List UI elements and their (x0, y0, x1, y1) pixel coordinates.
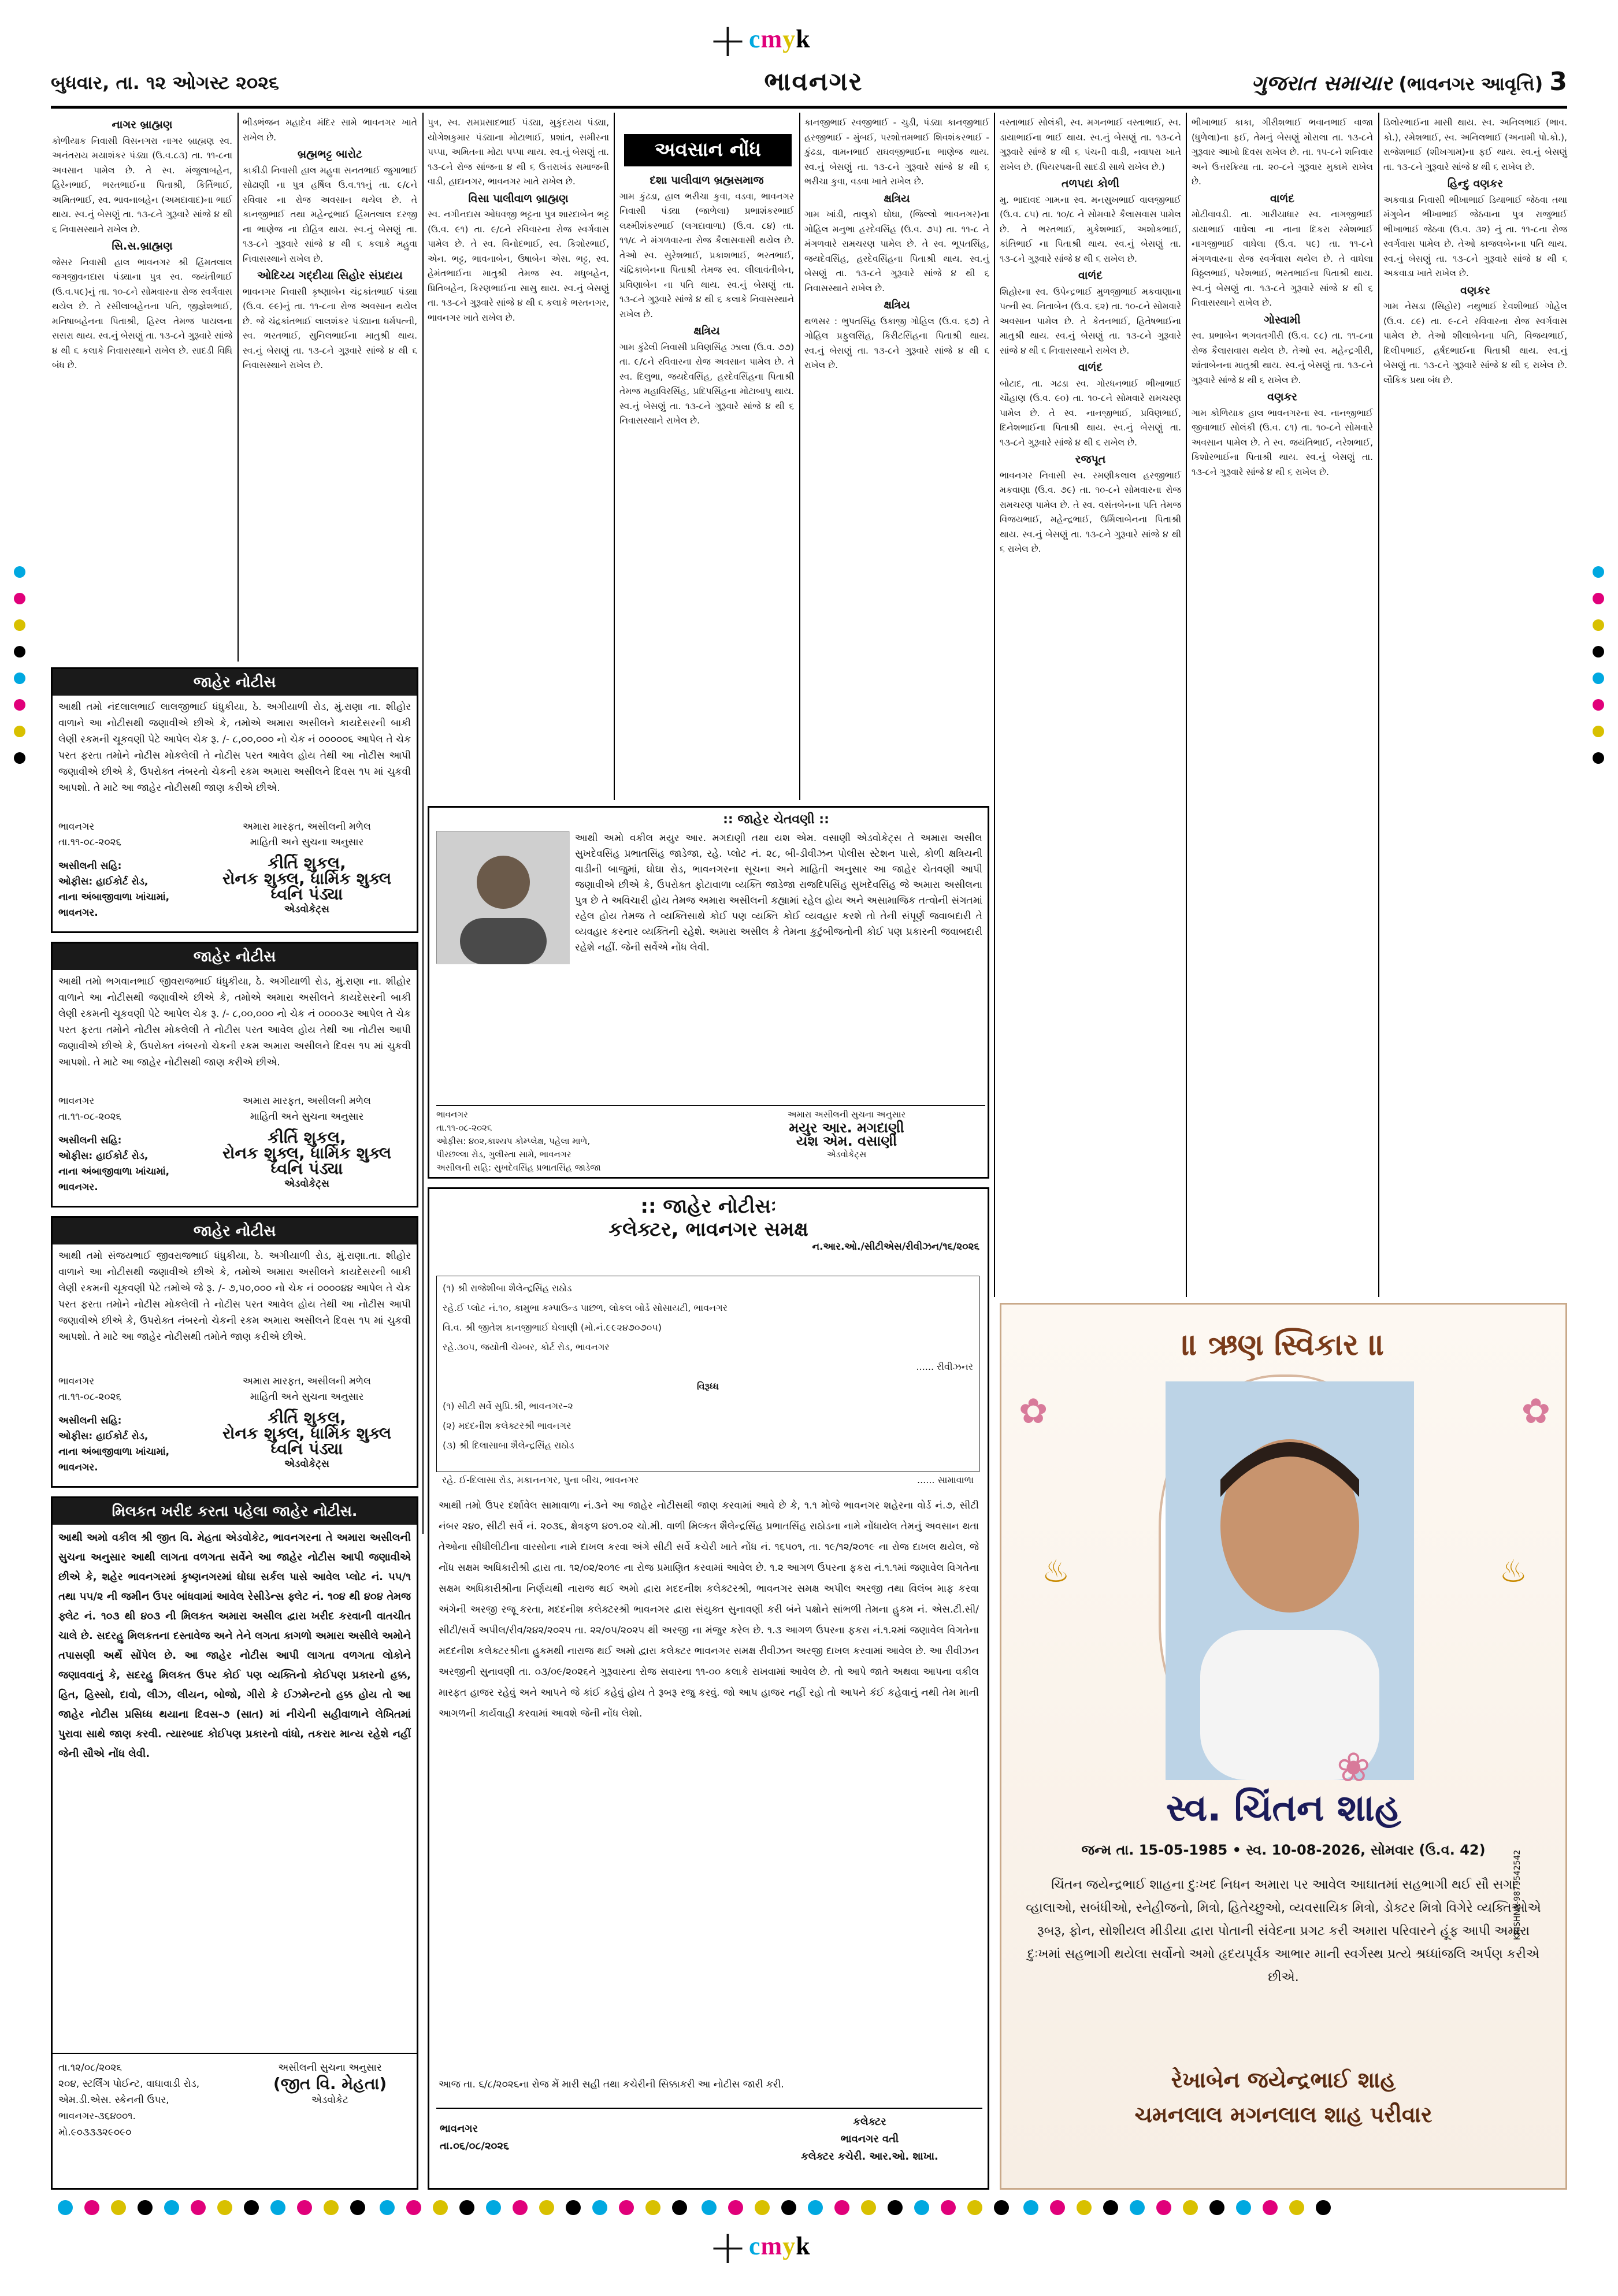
notice-date: તા.૧૧-૦૮-૨૦૨૬ (58, 1111, 122, 1123)
obituary-column-4 (619, 171, 794, 797)
obituary-heading: રજપૂત (1075, 453, 1106, 466)
advocate-name: રોનક શુક્લ, ધાર્મિક શુક્લ (222, 869, 392, 888)
notice-body: આથી તમો ભગવાનભાઈ જીવરાજભાઈ ધંધુકીયા, ઠે. અગીયાળી રોડ, મું.રાણા ના. શીહોર વાળાને આ નોટીસથી જણાવીએ છીએ કે, તમોએ અમારા અસીલને કાયદેસરની બાકી લેણી રકમની ચૂકવણી પેટે આપેલ ચેક રૂ. /- ૮,૦૦,૦૦૦ નો ચેક નં ૦૦૦૦૩ર આપેલ તે ચેક પરત ફરતા તમોને નોટીસ મોકલેલી તે નોટીસ પરત આવેલ હોય તેથી આ નોટીસ આપી જણાવીએ છીએ કે, ઉપરોક્ત નંબરનો ચેકની રકમ અમારા અસીલને દિવસ ૧૫ માં ચુકવી આપશો. તે માટે આ જાહેર નોટીસથી જાણ કરીએ છીએ. (58, 976, 411, 1068)
obituary-text: થળસર : ભુપતસિંહ ઉકાજી ગોહિલ (ઉ.વ. ૬૭) તે ગોહિલ પ્રફુલસિંહ, કિરીટસિંહના પિતાશ્રી થાય. સ્વ.નું બેસણું તા. ૧૩-૮ને ગુરૂવારે સાંજે ૪ થી ૬ રાખેલ છે. (804, 315, 989, 370)
obituary-text: ભીડભંજન મહાદેવ મંદિર સામે ભાવનગર ખાતે રાખેલ છે. (243, 117, 417, 143)
obituary-text: કોળીયાક નિવાસી વિસનગરા નાગર બ્રાહ્મણ સ્વ. અનંતરાય મયાશંકર પંડ્યા (ઉ.વ.૮૩) તા. ૧૧-૮ના અવસાન પામેલ છે. તે સ્વ. મંજુલાબહેન, હિરેનભાઈ, ભરતભાઈના પિતાશ્રી, કિર્તિભાઈ, અમિતભાઈ, સ્વ. ભાવનાબહેન (અમદાવાદ)ના ભાઈ થાય. સ્વ.નું બેસણું તા. ૧૩-૮ને ગુરૂવારે સાંજે ૪ થી ૬ નિવાસસ્થાને રાખેલ છે. (52, 135, 232, 235)
notice-date: તા.૧૧-૦૮-૨૦૨૬ (58, 1391, 122, 1403)
notice-date: તા.૦૬/૦૮/૨૦૨૬ (440, 2140, 510, 2152)
advocate-title: એડવોકેટ્સ (826, 1149, 867, 1160)
header-date: બુધવાર, તા. ૧૨ ઓગસ્ટ ૨૦૨૬ (51, 72, 279, 94)
registration-cross-top: + (708, 13, 748, 67)
obituary-text: સ્વ. નગીનદાસ ઓધવજી ભટ્ટના પુત્ર શારદાબેન ભટ્ટ (ઉ.વ. ૯૧) તા. ૯/૮ને રવિવારના રોજ સ્વર્ગવાસ પામેલ છે. તે સ્વ. વિનોદભાઈ, સ્વ. કિશોરભાઈ, એન. ભટ્ટ, ભાવનાબેન, ઉષાબેન એસ. ભટ્ટ, સ્વ. હેમંતભાઈના માતુશ્રી તેમજ સ્વ. મધુબહેન, પ્રિતિબહેન, કિરણભાઈના સાસુ થાય. સ્વ.નું બેસણું તા. ૧૩-૮ને ગુરૂવારે સાંજે ૪ થી ૬ કલાકે ભરતનગર, ભાવનગર ખાતે રાખેલ છે. (428, 209, 609, 323)
advocate-name: (જીત વિ. મેહતા) (273, 2074, 387, 2093)
obituary-column-3 (428, 116, 609, 797)
acknowledgement-title: ॥ ઋણ સ્વિકાર ॥ (1182, 1328, 1385, 1362)
notice-date: તા.૧૧-૦૮-૨૦૨૬ (436, 1123, 492, 1133)
obituary-heading: નાગર બ્રાહ્મણ (112, 118, 173, 131)
color-bar-bottom (58, 2200, 1560, 2220)
notice-subtitle: કલેક્ટર, ભાવનગર સમક્ષ (608, 1218, 808, 1241)
office-address: ભાવનગર. (58, 907, 98, 919)
public-notice-1 (51, 667, 418, 933)
notice-date: તા.૧૨/૦૮/૨૦૨૬ (58, 2062, 122, 2074)
advocate-title: એડવોકેટ્સ (284, 904, 329, 915)
obituary-column-7 (1192, 116, 1373, 1294)
office-address: ઓફીસ: ૪૦૨,કાશ્યપ કોમ્પ્લેક્ષ, પહેલા માળે, (436, 1136, 591, 1146)
obituary-column-1 (52, 116, 232, 664)
notice-footer (53, 1370, 417, 1491)
public-notice-3 (51, 1216, 418, 1488)
authority-title: કલેક્ટર (853, 2116, 886, 2128)
advocate-name: કીર્તિ શુકલ, (268, 1128, 346, 1147)
office-address: ઓફીસ: હાઈકોર્ટ રોડ, (58, 876, 149, 887)
column-rule (1378, 113, 1379, 1297)
header-masthead (1149, 67, 1567, 104)
obituary-heading: ક્ષત્રિય (884, 299, 910, 311)
advocate-title: એડવોકેટ્સ (284, 1458, 329, 1470)
obituary-heading: ક્ષત્રિય (884, 192, 910, 205)
obituary-column-2 (243, 116, 417, 664)
condolence-acknowledgement (1000, 1303, 1567, 2190)
obituary-text: ભીખાભાઈ કાકા, ગીરીશભાઈ ભવાનભાઈ વાજા (ધુળેલા)ના ફઈ, તેમનું બેસણું મોરાલા તા. ૧૩-૮ને ગુરૂવાર આખો દિવસ રાખેલ છે. તા. ૧૫-૮ને શનિવાર અને ઉત્તરક્રિયા તા. ૨૦-૮ને ગુરૂવાર મુકામે રાખેલ છે. (1192, 117, 1373, 187)
cmyk-mark-top: cmyk (749, 25, 811, 53)
notice-title: મિલકત ખરીદ કરતા પહેલા જાહેર નોટીસ. (53, 1498, 417, 1525)
advocate-name: યશ એમ. વસાણી (796, 1133, 897, 1149)
obituary-text: ગામ કોળિયાક હાલ ભાવનગરના સ્વ. નાનજીભાઈ જીવાભાઈ સોલંકી (ઉ.વ. ૮૧) તા. ૧૦-૮ને સોમવારે અવસાન પામેલ છે. તે સ્વ. જયંતિભાઈ, નરેશભાઈ, કિશોરભાઈના પિતાશ્રી થાય. સ્વ.નું બેસણું તા. ૧૩-૮ને ગુરૂવારે સાંજે ૪ થી ૬ રાખેલ છે. (1192, 407, 1373, 477)
obituary-text: શિહોરના સ્વ. ઉપેન્દ્રભાઈ મુળજીભાઈ મકવાણાના પત્ની સ્વ. નિતાબેન (ઉ.વ. ૬૨) તા. ૧૦-૮ને સોમવારે અવસાન પામેલ છે. તે કેતનભાઈ, હિતેષભાઈના માતુશ્રી થાય. સ્વ.નું બેસણું તા. ૧૩-૮ને ગુરૂવારે સાંજે ૪ થી ૬ નિવાસસ્થાને રાખેલ છે. (1000, 286, 1181, 356)
column-rule (1186, 113, 1187, 1297)
obituary-text: ડિલોરભાઈના માસી થાય. સ્વ. અનિલભાઈ (ભાવ. કો.), રમેશભાઈ, સ્વ. અનિલભાઈ (અનામી પો.કો.), રાજેશભાઈ (શીખગામ)ના ફઈ થાય. સ્વ.નું બેસણું તા. ૧૩-૮ને ગુરૂવારે સાંજે ૪ થી ૬ રાખેલ છે. (1383, 117, 1567, 172)
notice-instruction: માહિતી અને સુચના અનુસાર (250, 1391, 364, 1403)
public-notice-2 (51, 942, 418, 1208)
client-signature-label: અસીલની સહિ: (58, 1135, 122, 1146)
advocate-name: મયુર આર. મગદાણી (789, 1120, 904, 1136)
obituary-heading: સિ.સ.બ્રાહ્મણ (112, 240, 173, 252)
authority-office: કલેક્ટર કચેરી. આર.ઓ. શાખા. (801, 2150, 938, 2163)
obituary-text: બોટાદ, તા. ગઢડા સ્વ. ગોરધનભાઈ ભીખાભાઈ ચૌહાણ (ઉ.વ. ૯૦) તા. ૧૦-૮ને સોમવારે રામચરણ પામેલ છે. તે સ્વ. નાનજીભાઈ, પ્રવિણભાઈ, દિનેશભાઈના પિતાશ્રી થાય. સ્વ.નું બેસણું તા. ૧૩-૮ને ગુરૂવારે સાંજે ૪ થી ૬ રાખેલ છે. (1000, 378, 1181, 448)
notice-body: આથી અમો વકીલ શ્રી જીત વિ. મેહતા એડવોકેટ, ભાવનગરના તે અમારા અસીલની સુચના અનુસાર આથી લાગતા વળગતા સર્વેને આ જાહેર નોટીસ આપી જણાવીએ છીએ કે, શહેર ભાવનગરમાં કૃષ્ણનગરમાં ઘોઘા સર્કલ પાસે આવેલ પ્લોટ નં. ૫૫/૧ તથા ૫૫/૨ ની જમીન ઉપર બાંધવામાં આવેલ રેસીડેન્સ ફ્લેટ નં. ૧૦૪ થી ૪૦૪ તેમજ ફ્લેટ નં. ૧૦૩ થી ૪૦૩ ની મિલકત અમારા અસીલ દ્વારા ખરીદ કરવાની વાતચીત ચાલે છે. સદરહુ મિલકતના દસ્તાવેજ અને તેને લગતા કાગળો અમારા અસીલે અમોને તપાસણી અર્થે સોંપેલ છે. આ જાહેર નોટીસ આપી લાગતા વળગતા લોકોને જણાવવાનું કે, સદરહુ મિલકત ઉપર કોઈ પણ વ્યક્તિનો કોઈપણ પ્રકારનો હક્ક, હિત, હિસ્સો, દાવો, લીઝ, લીયન, બોજો, ગીરો કે ઈઝમેન્ટનો હક્ક હોય તો આ જાહેર નોટીસ પ્રસિધ્ધ થયાના દિવસ-૭ (સાત) માં નીચેની સહીવાળાને લેખિતમાં પુરાવા સાથે જાણ કરવી. ત્યારબાદ કોઈપણ પ્રકારનો વાંધો, તકરાર માન્ય રહેશે નહીં જેની સૌએ નોંધ લેવી. (58, 1532, 411, 1760)
obituary-heading: હિન્દુ વણકર (1447, 177, 1504, 190)
obituary-text: ગામ ખાંડી, તાલુકો ઘોઘા, (જિલ્લો ભાવનગર)ના ગોહિલ મનુભા હરદેવસિંહ (ઉ.વ. ૭૫) તા. ૧૧-૮ ને મંગળવારે રામચરણ પામેલ છે. તે સ્વ. ભૂપતસિંહ, જયદેવસિંહ, હરદેવસિંહના પિતાશ્રી થાય. સ્વ.નું બેસણું તા. ૧૩-૮ને ગુરૂવારે સાંજે ૪ થી ૬ નિવાસસ્થાને રાખેલ છે. (804, 209, 989, 293)
notice-place: ભાવનગર (58, 821, 95, 833)
advocate-name: કીર્તિ શુકલ, (268, 1408, 346, 1427)
avasan-nondh-title: અવસાન નોંધ (624, 134, 792, 166)
notice-footer (53, 1090, 417, 1210)
obituary-text: વસ્તાભાઈ સોલંકી, સ્વ. મગનભાઈ વસ્તાભાઈ, સ્વ. ડાયાભાઈના ભાઈ થાય. સ્વ.નું બેસણું તા. ૧૩-૮ને ગુરૂવારે સાંજે ૪ થી ૬ પંચની વાડી, નવાપરા ખાતે રાખેલ છે. (પિયરપક્ષની સાદડી સાથે રાખેલ છે.) (1000, 117, 1181, 172)
office-address: પીરછલ્લા રોડ, ગુલીસ્તા સામે, ભાવનગર (436, 1149, 572, 1160)
obituary-heading: દશા પાલીવાળ બ્રહ્મસમાજ (650, 174, 764, 187)
obituary-heading: વાળંદ (1270, 192, 1294, 205)
obituary-heading: વણકર (1460, 284, 1490, 297)
advocate-title: એડવોકેટ (311, 2094, 348, 2106)
party-versus: વિરૂધ્ધ (696, 1381, 719, 1392)
notice-instruction: અમારા અસીલની સુચના અનુસાર (787, 1109, 906, 1120)
parties-box (436, 1276, 979, 1472)
notice-instruction: અમારા મારફત, અસીલની મળેલ (242, 1095, 372, 1107)
obituary-heading: વિસા પાલીવાળ બ્રાહ્મણ (468, 192, 569, 205)
notice-instruction: અસીલની સુચના અનુસાર (278, 2062, 382, 2074)
obituary-text: મોટીવાવડી. તા. ગારીયાધાર સ્વ. નાગજીભાઈ ડાયાભાઈ વાઘેલા ના નાના દિકરા રમેશભાઈ નાગજીભાઈ વાઘેલા (ઉ.વ. ૫૯) તા. ૧૧-૮ને મંગળવારના રોજ સ્વર્ગવાસ થયેલ છે. તે વાઘેલા વિઠ્ઠલભાઈ, પરેશભાઈ, ભરતભાઈના પિતાશ્રી થાય. સ્વ.નું બેસણું તા. ૧૩-૮ને ગુરૂવારે સાંજે ૪ થી ૬ નિવાસસ્થાને રાખેલ છે. (1192, 209, 1373, 308)
diya-lamp-icon: ♨ (1499, 1553, 1527, 1589)
party-line: રહે. ઈ-દિલાસા રોડ, મકાનનગર, પુના બીચ, ભાવનગર (442, 1474, 639, 1485)
notice-place: ભાવનગર (440, 2123, 478, 2135)
notice-place: ભાવનગર (58, 1095, 95, 1107)
diya-lamp-icon: ♨ (1042, 1553, 1070, 1589)
acknowledgement-text: ચિંતન જયેન્દ્રભાઈ શાહના દુઃખદ નિધન અમારા પર આવેલ આઘાતમાં સહભાગી થઈ સૌ સગા વ્હાલાઓ, સબંધીઓ, સ્નેહીજનો, મિત્રો, હિતેચ્છુઓ, વ્યવસાયિક મિત્રો, ડોક્ટર મિત્રો વિગેરે વ્યક્તિઓએ રૂબરૂ, ફોન, સોશીયલ મીડીયા દ્વારા પોતાની સંવેદના પ્રગટ કરી અમારા પરિવારને હૂંફ આપી અમારા દુઃખમાં સહભાગી થયેલા સર્વોનો અમો હૃદયપૂર્વક આભાર માની સ્વર્ગસ્થ પ્રત્યે શ્રધ્ધાંજલિ અર્પણ કરીએ છીએ. (1026, 1878, 1541, 1985)
office-address: એમ.ડી.એસ. સ્કેનની ઉપર, (58, 2094, 169, 2106)
notice-body: આથી તમો ઉપર દર્શાવેલ સામાવાળા નં.૩ને આ જાહેર નોટીસથી જાણ કરવામાં આવે છે કે, ૧.૧ મોજે ભાવનગર શહેરના વોર્ડ નં.૭, સીટી નંબર ૨૪૦, સીટી સર્વે નં. ૨૦૩૬, ક્ષેત્રફળ ૪૦૧.૦૨ ચો.મી. વાળી મિલ્કત શૈલેન્દ્રસિંહ પ્રભાતસિંહ રાઠોડના નામે નોંધાયેલ તેમનું અવસાન થતા તેઓના સીધીલીટીના વારસોના નામે દાખલ કરવા અંગે સીટી સર્વે કચેરી ખાતે નોંધ નં. ૧૬૫૦૧, તા. ૧૯/૧૨/૨૦૧૯ ના રોજ દાખલ થયેલ, જે નોંધ સક્ષમ અધિકારીશ્રી દ્વારા તા. ૧૨/૦૨/૨૦૧૯ ના રોજ પ્રમાણિત કરવામાં આવેલ છે. ૧.૨ આગળ ઉપરના ફકરા નં.૧.૧માં જણાવેલ વિગતેના સક્ષમ અધિકારીશ્રીના નિર્ણયથી નારાજ થઈ અમો દ્વારા મદદનીશ કલેક્ટરશ્રી, ભાવનગર સમક્ષ અપીલ અરજી તથા વિલંબ માફ કરવા અંગેની અરજી રજૂ કરતા, મદદનીશ કલેક્ટરશ્રી ભાવનગર દ્વારા સંયુક્ત સુનાવણી કરી બંને પક્ષોને સાંભળી તેમના હુકમ નં. એસ.ટી.સી/સીટી/સર્વે અપીલ/રીવ/૨૪૨/૨૦૨૫ તા. ૨૨/૦૫/૨૦૨૫ થી અરજી ના મંજુર કરેલ છે. ૧.૩ આગળ ઉપરના ફકરા નં.૧.૨માં જણાવેલ વિગતેના મદદનીશ કલેક્ટરશ્રીના હુકમથી નારાજ થઈ અમો દ્વારા કલેક્ટર ભાવનગર સમક્ષ રીવીઝન અરજી દાખલ કરવામાં આવેલ છે. આ રીવીઝન અરજીની સુનાવણી તા. ૦૩/૦૯/૨૦૨૬ને ગુરૂવારના રોજ સવારના ૧૧-૦૦ કલાકે રાખવામાં આવેલ છે. તો આપે જાતે અથવા આપના વકીલ મારફત હાજર રહેવું અને આપને જે કાંઈ કહેવું હોય તે રૂબરૂ રજુ કરવું. જો આપ હાજર નહીં રહો તો આપને કંઈ કહેવાનું નથી તેમ માની આગળની કાર્યવાહી કરવામાં આવશે જેની નોંધ લેશો. (439, 1500, 979, 1719)
obituary-text: ગામ કુંઢડા, હાલ ભરીચા કુવા, વડવા, ભાવનગર નિવાસી પંડ્યા (જાળેલા) પ્રભાશંકરભાઈ લક્ષ્મીશંકરભાઈ (લગદાવાળા) (ઉ.વ. ૮૪) તા. ૧૧/૮ ને મંગળવારના રોજ કૈલાસવાસી થયેલ છે. તેઓ સ્વ. સુરેશભાઈ, પ્રકાશભાઈ, ભરતભાઈ, ચંદ્રિકાબેનના પિતાશ્રી તેમજ સ્વ. લીલાવંતીબેન, પ્રવિણાબેન ના પતિ થાય. સ્વ.નું બેસણું તા. ૧૩-૮ને ગુરૂવારે સાંજે ૪ થી ૬ કલાકે નિવાસસ્થાને રાખેલ છે. (619, 191, 794, 319)
obituary-text: કાકીડી નિવાસી હાલ મહુવા સનતભાઈ જુગાભાઈ સોઢાણી ના પુત્ર હર્ષિલ ઉ.વ.૧૧નું તા. ૯/૮ને રવિવાર ના રોજ અવસાન થયેલ છે. તે કાનજીભાઈ તથા મહેન્દ્રભાઈ હિંમતલાલ દરજી ના ભાણેજ ના દોહિત્ર થાય. સ્વ.નું બેસણું તા. ૧૩-૮ને ગુરૂવારે સાંજે ૪ થી ૬ કલાકે મહુવા નિવાસસ્થાને રાખેલ છે. (243, 165, 417, 264)
office-address: ભાવનગર-૩૬૪૦૦૧. (58, 2111, 136, 2122)
obituary-heading: ઓદિચ્ય ગદ્દીયા સિહોર સંપ્રદાય (257, 269, 403, 282)
obituary-text: મુ. ભાદાવદ ગામના સ્વ. મનસુખભાઈ વાલજીભાઈ (ઉ.વ. ૮૫) તા. ૧૦/૮ ને સોમવારે કૈલાસવાસ પામેલ છે. તે ભરતભાઈ, મુકેશભાઈ, અશોકભાઈ, કાંતિભાઈ ના પિતાશ્રી થાય. સ્વ.નું બેસણું તા. ૧૩-૮ને ગુરૂવારે સાંજે ૪ થી ૬ રાખેલ છે. (1000, 194, 1181, 264)
notice-instruction: માહિતી અને સુચના અનુસાર (250, 1111, 364, 1123)
advocate-name: ધ્વનિ પંડ્યા (270, 1159, 343, 1178)
property-purchase-notice (51, 1496, 418, 2190)
notice-body: આથી તમો સંજયભાઈ જીવરાજભાઈ ધંધુકીયા, ઠે. અગીયાળી રોડ, મું.રાણા.તા. શીહોર વાળાને આ નોટીસથી જણાવીએ છીએ કે, તમોએ અમારા અસીલને કાયદેસરની બાકી લેણી રકમની ચૂકવણી પેટે તમોએ જે રૂ. /- ૭,૫૦,૦૦૦ નો ચેક નં ૦૦૦૦૪૪ આપેલ તે ચેક પરત ફરતા તમોને નોટીસ મોકલેલી તે નોટીસ પરત આવેલ હોય તેથી આ નોટીસ આપી જણાવીએ છીએ કે, ઉપરોક્ત નંબરનો ચેકની રકમ અમારા અસીલને દિવસ ૧૫ માં ચુકવી આપશો. તે માટે આ જાહેર નોટીસથી તમોને જાણ કરીએ છીએ. (58, 1250, 411, 1343)
case-number: ન.આર.ઓ./સીટીએસ/રીવીઝન/૧૬/૨૦૨૬ (812, 1241, 979, 1253)
notice-place: ભાવનગર (58, 1376, 95, 1387)
advocate-name: રોનક શુક્લ, ધાર્મિક શુક્લ (222, 1143, 392, 1162)
notice-body: આથી તમો નંદલાલભાઈ લાલજીભાઈ ધંધુકીયા, ઠે. અગીયાળી રોડ, મું.રાણા ના. શીહોર વાળાને આ નોટીસથી જણાવીએ છીએ કે, તમોએ અમારા અસીલને કાયદેસરની બાકી લેણી રકમની ચૂકવણી પેટે આપેલ ચેક રૂ. /- ૮,૦૦,૦૦૦ નો ચેક નં ૦૦૦૦૦૬ આપેલ તે ચેક પરત ફરતા તમોને નોટીસ મોકલેલી તે નોટીસ પરત આવેલ હોય તેથી આ નોટીસ આપી જણાવીએ છીએ કે, ઉપરોક્ત નંબરનો ચેકની રકમ અમારા અસીલને દિવસ ૧૫ માં ચુકવી આપશો. તે માટે આ જાહેર નોટીસથી જાણ કરીએ છીએ. (58, 701, 411, 794)
family-name: રેખાબેન જયેન્દ્રભાઈ શાહ (1171, 2067, 1396, 2093)
notice-title: :: જાહેર નોટીસઃ (640, 1195, 777, 1218)
notice-instruction: માહિતી અને સુચના અનુસાર (250, 837, 364, 848)
office-address: નાના અંબાજીવાળા ખાંચામાં, (58, 1166, 170, 1177)
obituary-heading: ક્ષત્રિય (693, 325, 720, 337)
authority-title: ભાવનગર વતી (840, 2133, 899, 2145)
flower-icon: ❀ (1337, 1744, 1371, 1791)
obituary-heading: તળપદા કોળી (1061, 177, 1120, 190)
advocate-name: રોનક શુક્લ, ધાર્મિક શુક્લ (222, 1424, 392, 1443)
obituary-text: ગામ કુંઢેલી નિવાસી પ્રવિણસિંહ ઝાલા (ઉ.વ. ૭૭) તા. ૯/૮ને રવિવારના રોજ અવસાન પામેલ છે. તે સ્વ. દિલુભા, જયદેવસિંહ, હરદેવસિંહના પિતાશ્રી તેમજ મહાવિરસિંહ, પ્રદિપસિંહના મોટાબાપુ થાય. સ્વ.નું બેસણું તા. ૧૩-૮ને ગુરૂવારે સાંજે ૪ થી ૬ નિવાસસ્થાને રાખેલ છે. (619, 341, 794, 426)
header-section: ભાવનગર (764, 67, 863, 96)
obituary-text: સ્વ. પ્રભાબેન ભગવતગીરી (ઉ.વ. ૯૮) તા. ૧૧-૮ના રોજ કૈલાસવાસ થયેલ છે. તેઓ સ્વ. મહેન્દ્રગીરી, શાંતાબેનના માતુશ્રી થાય. સ્વ.નું બેસણું તા. ૧૩-૮ને ગુરૂવારે સાંજે ૪ થી ૬ રાખેલ છે. (1192, 330, 1373, 385)
notice-instruction: અમારા મારફત, અસીલની મળેલ (242, 1376, 372, 1387)
notice-title: :: જાહેર ચેતવણી :: (723, 812, 829, 827)
party-line: વિ.વ. શ્રી જીતેશ કાનજીભાઈ ઘેલાણી (મો.નં.૯૯૨૪૭૦૭૦૫) (443, 1322, 662, 1333)
party-line: (૧) સીટી સર્વે સુપ્રિ.શ્રી, ભાવનગર–૨ (443, 1400, 573, 1411)
notice-closing-line: આજ તા. ૬/૮/૨૦૨૬ના રોજ મેં મારી સહી તથા કચેરીની સિક્કાકરી આ નોટીસ જારી કરી. (439, 2079, 784, 2090)
color-marks-left (14, 566, 31, 797)
notice-title: જાહેર નોટીસ (53, 669, 417, 696)
deceased-name: સ્વ. ચિંતન શાહ (1166, 1787, 1401, 1830)
party-line: (૩) શ્રી દિલાસાબા શૈલેન્દ્રસિંહ રાઠોડ (443, 1440, 574, 1451)
party-line: (૨) મદદનીશ કલેક્ટરશ્રી ભાવનગર (443, 1420, 572, 1431)
obituary-column-5 (804, 116, 989, 797)
life-dates: જન્મ તા. 15-05-1985 • સ્વ. 10-08-2026, સોમવાર (ઉ.વ. 42) (1081, 1842, 1486, 1858)
client-signature-label: અસીલની સહિ: સુખદેવસિંહ પ્રભાતસિંહ જાડેજા (436, 1162, 601, 1173)
obituary-heading: વાળંદ (1078, 269, 1103, 282)
header-page-number: 3 (1549, 67, 1567, 96)
flower-icon: ✿ (1521, 1391, 1550, 1432)
column-rule (799, 113, 800, 800)
person-portrait-icon (1166, 1381, 1414, 1780)
advocate-name: ધ્વનિ પંડ્યા (270, 1439, 343, 1458)
column-rule (422, 113, 424, 1534)
registration-cross-bottom: + (708, 2220, 748, 2274)
client-signature-label: અસીલની સહિ: (58, 1415, 122, 1426)
notice-title: જાહેર નોટીસ (53, 1218, 417, 1244)
obituary-heading: બ્રહ્મભટ્ટ બારોટ (297, 148, 363, 161)
advocate-name: ધ્વનિ પંડ્યા (270, 885, 343, 904)
obituary-text: અકવાડા નિવાસી ભીખાભાઈ ડિયાભાઈ જેઠવા તથા મંગુબેન ભીખાભાઈ જેઠવાના પુત્ર રાજુભાઈ ભીખાભાઈ જેઠવા (ઉ.વ. ૩૨) નું તા. ૧૧-૮ના રોજ સ્વર્ગવાસ પામેલ છે. તેઓ કાજલબેનના પતિ થાય. સ્વ.નું બેસણું તા. ૧૩-૮ને ગુરૂવારે સાંજે ૪ થી ૬ અકવાડા ખાતે રાખેલ છે. (1383, 194, 1567, 278)
party-role: ...... રીવીઝનર (916, 1361, 973, 1372)
notice-footer (436, 2108, 982, 2186)
office-address: ભાવનગર. (58, 1182, 98, 1193)
notice-footer (53, 816, 417, 936)
notice-title: જાહેર નોટીસ (53, 943, 417, 970)
office-address: ઓફીસ: હાઈકોર્ટ રોડ, (58, 1150, 149, 1162)
office-address: નાના અંબાજીવાળા ખાંચામાં, (58, 1446, 170, 1458)
obituary-text: ભાવનગર નિવાસી સ્વ. રમણીકલાલ હરજીભાઈ મકવાણા (ઉ.વ. ૭૯) તા. ૧૦-૮ને સોમવારના રોજ રામચરણ પામેલ છે. તે સ્વ. વસંતબેનના પતિ તેમજ વિજયભાઈ, મહેન્દ્રભાઈ, ઉર્મિલાબેનના પિતાશ્રી થાય. સ્વ.નું બેસણું તા. ૧૩-૮ને ગુરૂવારે સાંજે ૪ થી ૬ રાખેલ છે. (1000, 470, 1181, 554)
obituary-heading: વાળંદ (1078, 361, 1103, 374)
notice-body: આથી અમો વકીલ મયુર આર. મગદાણી તથા યશ એમ. વસાણી એડવોકેટ્સ તે અમારા અસીલ સુખદેવસિંહ પ્રભાતસિંહ જાડેજા, રહે. પ્લોટ નં. ૨૮, બી-ડીવીઝન પોલીસ સ્ટેશન પાસે, કોળી ક્ષત્રિયની વાડીની બાજુમાં, ઘોઘા રોડ, ભાવનગરના સૂચના અને માહિતી અનુસાર આ જાહેર ચેતવણી આપી જણાવીએ છીએ કે, ઉપરોક્ત ફોટાવાળા વ્યક્તિ જાડેજા રાજદિપસિંહ સુખદેવસિંહ જે અમારા અસીલના પુત્ર છે તે અવિચારી હોય તેમજ અમારા અસીલની કહ્યામાં રહેલ હોય અને અસામાજિક તત્વોની સંગતમાં રહેલ હોય તેમજ તે વ્યક્તિસાથે કોઈ પણ વ્યક્તિ કોઈ વ્યવહાર કરશે તો તેની સંપૂર્ણ જવાબદારી તે વ્યવહાર કરનાર વ્યક્તિની રહેશે. અમારા અસીલ કે તેમના કુટુંબીજનોની કોઈ પણ પ્રકારની જવાબદારી રહેશે નહીં. જેની સર્વેએ નોંધ લેવી. (575, 833, 982, 953)
party-line: (૧) શ્રી રાજેશીબા શૈલેન્દ્રસિંહ રાઠોડ (443, 1283, 572, 1294)
office-address: નાના અંબાજીવાળા ખાંચામાં, (58, 891, 170, 903)
column-rule (237, 113, 239, 662)
public-warning-notice (428, 806, 989, 1179)
collector-public-notice (428, 1187, 989, 2190)
party-role: ...... સામાવાળા (917, 1474, 974, 1485)
page-header (51, 62, 1567, 109)
header-brand: ગુજરાત સમાચાર (1251, 71, 1393, 95)
column-rule (994, 113, 995, 1297)
client-signature-label: અસીલની સહિ: (58, 860, 122, 872)
obituary-text: કાનજીભાઈ રવજીભાઈ - ચુડી, પંડ્યા કાનજીભાઈ હરજીભાઈ - મુંબઈ, પરશોત્તમભાઈ શિવશંકરભાઈ - કુંઢડા, વામનભાઈ રાઘવજીભાઈના ભાણેજ થાય. સ્વ.નું બેસણું તા. ૧૩-૮ને ગુરૂવારે સાંજે ૪ થી ૬ ભરીચા કુવા, વડવા ખાતે રાખેલ છે. (804, 117, 989, 187)
office-address: ઓફીસ: હાઈકોર્ટ રોડ, (58, 1431, 149, 1442)
party-line: રહે.૩૦૫, જયોતી ચેમ્બર, કોર્ટ રોડ, ભાવનગર (443, 1342, 610, 1353)
office-address: ૨૦૪, સ્ટર્લિંગ પોઈન્ટ, વાઘાવાડી રોડ, (58, 2078, 200, 2090)
flower-icon: ✿ (1019, 1391, 1048, 1432)
phone-number: મો.૯૦૩૩૩૨૯૦૯૦ (58, 2127, 132, 2138)
portrait-photo (1161, 1377, 1409, 1775)
notice-instruction: અમારા મારફત, અસીલની મળેલ (242, 821, 372, 833)
advocate-title: એડવોકેટ્સ (284, 1178, 329, 1190)
warning-photo (436, 831, 569, 964)
cmyk-mark-bottom: cmyk (749, 2232, 811, 2260)
obituary-text: ભાવનગર નિવાસી કૃષ્ણાબેન ચંદ્રકાંતભાઈ પંડ્યા (ઉ.વ. ૯૯)નું તા. ૧૧-૮ના રોજ અવસાન થયેલ છે. જે ચંદ્રકાંતભાઈ લાલશંકર પંડ્યાના ધર્મપત્ની, સ્વ. ભરતભાઈ, સુનિલભાઈના માતુશ્રી થાય. સ્વ.નું બેસણું તા. ૧૩-૮ને ગુરૂવારે સાંજે ૪ થી ૬ નિવાસસ્થાને રાખેલ છે. (243, 286, 417, 370)
obituary-heading: વણકર (1267, 391, 1297, 403)
notice-place: ભાવનગર (436, 1109, 468, 1120)
party-address (442, 1474, 974, 1494)
family-name: ચમનલાલ મગનલાલ શાહ પરીવાર (1134, 2102, 1433, 2127)
office-address: ભાવનગર. (58, 1462, 98, 1473)
person-photo-icon (437, 831, 570, 964)
notice-footer (53, 2053, 417, 2186)
column-rule (614, 113, 615, 800)
obituary-column-6 (1000, 116, 1181, 1294)
designer-code: KRISHNA-9879542542 (1513, 1849, 1522, 1940)
obituary-text: ગામ નેસડા (સિહોર) નથુભાઈ દેવશીભાઈ ગોહેલ (ઉ.વ. ૮૯) તા. ૯-૮ને રવિવારના રોજ સ્વર્ગવાસ પામેલ છે. તેઓ શીલાબેનના પતિ, વિજયભાઈ, દિલીપભાઈ, હર્ષદભાઈના પિતાશ્રી થાય. સ્વ.નું બેસણું તા. ૧૩-૮ને ગુરૂવારે સાંજે ૪ થી ૬ રાખેલ છે. લૌકિક પ્રથા બંધ છે. (1383, 301, 1567, 385)
notice-footer (436, 1105, 985, 1176)
color-marks-right (1593, 566, 1610, 797)
obituary-column-8 (1383, 116, 1567, 1294)
obituary-text: જેસર નિવાસી હાલ ભાવનગર શ્રી હિંમતલાલ જગજીવનદાસ પંડ્યાના પુત્ર સ્વ. જયંતીભાઈ (ઉ.વ.૫૯)નું તા. ૧૦-૮ને સોમવારના રોજ સ્વર્ગવાસ થયેલ છે. તે રસીલાબહેનના પતિ, જીજ્ઞેશભાઈ, મનિષાબહેનના પિતાશ્રી, હિરલ તેમજ પાયલના સસરા થાય. સ્વ.નું બેસણું તા. ૧૩-૮ને ગુરૂવારે સાંજે ૪ થી ૬ કલાકે નિવાસસ્થાને રાખેલ છે. સાદડી વિધિ બંધ છે. (52, 257, 232, 370)
obituary-text: પુત્ર, સ્વ. રામપ્રસાદભાઈ પંડ્યા, મુકુંદરાય પંડ્યા, યોગેશકુમાર પંડ્યાના મોટાભાઈ, પ્રશાંત, સમીરના પપ્પા, અમિતના મોટા પપ્પા થાય. સ્વ.નું બેસણું તા. ૧૩-૮ને રોજ સાંજના ૪ થી ૬ ઉત્તરાખંડ સમાજની વાડી, હાદાનગર, ભાવનગર ખાતે રાખેલ છે. (428, 117, 609, 187)
header-edition: (ભાવનગર આવૃત્તિ) (1398, 73, 1543, 95)
obituary-heading: ગોસ્વામી (1264, 313, 1301, 326)
advocate-name: કીર્તિ શુકલ, (268, 853, 346, 872)
notice-date: તા.૧૧-૦૮-૨૦૨૬ (58, 837, 122, 848)
party-line: રહે.ઈ પ્લોટ નં.૧૦, કામુભા કમ્પાઉન્ડ પાછળ, લોકલ બોર્ડ સોસાયટી, ભાવનગર (443, 1302, 728, 1313)
